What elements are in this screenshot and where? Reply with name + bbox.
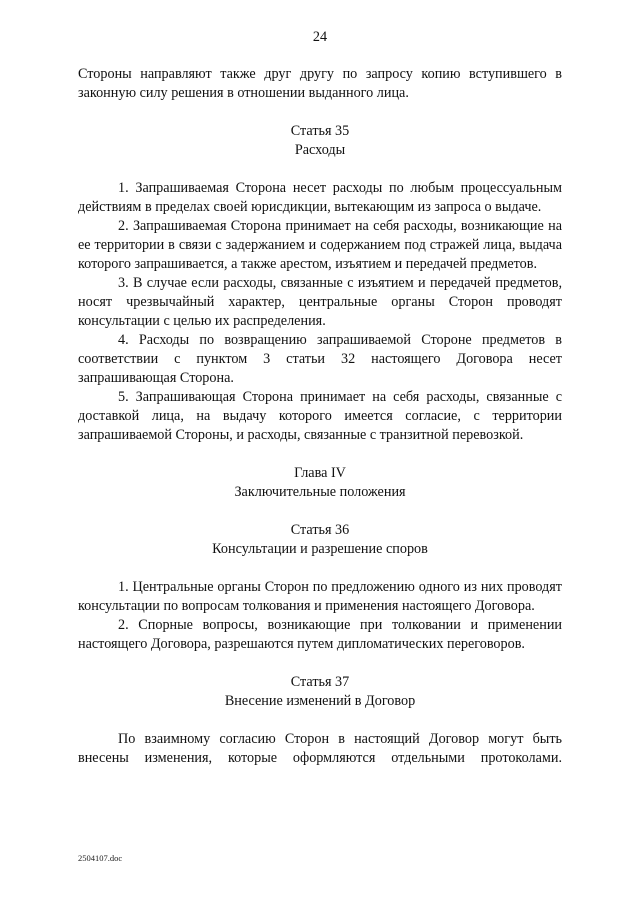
spacer [78,654,562,673]
article-37-paragraph-1: По взаимному согласию Сторон в настоящий Договор могут быть внесены изменения, которые оформляются отдельными протоколами. [78,731,562,766]
chapter-4-subtitle: Заключительные положения [234,484,406,500]
intro-paragraph: Стороны направляют также друг другу по запросу копию вступившего в законную силу решения в отношении выданного лица. [78,66,562,101]
article-35-title: Статья 35 [290,123,350,139]
article-35-paragraph-3: 3. В случае если расходы, связанные с изъятием и передачей предметов, носят чрезвычайный характер, центральные органы Сторон проводят консультации с целью их распределения. [78,275,562,329]
article-35-subtitle: Расходы [294,142,346,158]
spacer [78,502,562,521]
spacer [78,445,562,464]
page-number: 24 [312,29,328,45]
article-36-title: Статья 36 [290,522,350,538]
file-name-footer: 2504107.doc [78,853,123,863]
article-35-paragraph-5: 5. Запрашивающая Сторона принимает на себя расходы, связанные с доставкой лица, на выдачу которого имеется согласие, с территории запрашиваемой Стороны, и расходы, связанные с транзитной перевозкой. [78,389,562,443]
spacer [78,711,562,730]
chapter-4-title: Глава IV [294,465,346,481]
article-36-paragraph-2: 2. Спорные вопросы, возникающие при толковании и применении настоящего Договора, разрешаются путем дипломатических переговоров. [78,617,562,652]
spacer [78,559,562,578]
article-37-subtitle: Внесение изменений в Договор [224,693,416,709]
document-page [78,28,562,768]
article-35-paragraph-1: 1. Запрашиваемая Сторона несет расходы по любым процессуальным действиям в пределах своей юрисдикции, вытекающим из запроса о выдаче. [78,180,562,215]
article-36-subtitle: Консультации и разрешение споров [212,541,428,557]
article-37-title: Статья 37 [290,674,350,690]
spacer [78,103,562,122]
article-35-paragraph-2: 2. Запрашиваемая Сторона принимает на себя расходы, возникающие на ее территории в связи с задержанием и содержанием под стражей лица, выдача которого запрашивается, а также арестом, изъятием и передачей предметов. [78,218,562,272]
spacer [78,160,562,179]
article-36-paragraph-1: 1. Центральные органы Сторон по предложению одного из них проводят консультации по вопросам толкования и применения настоящего Договора. [78,579,562,614]
article-35-paragraph-4: 4. Расходы по возвращению запрашиваемой Стороне предметов в соответствии с пунктом 3 статьи 32 настоящего Договора несет запрашивающая Сторона. [78,332,562,386]
